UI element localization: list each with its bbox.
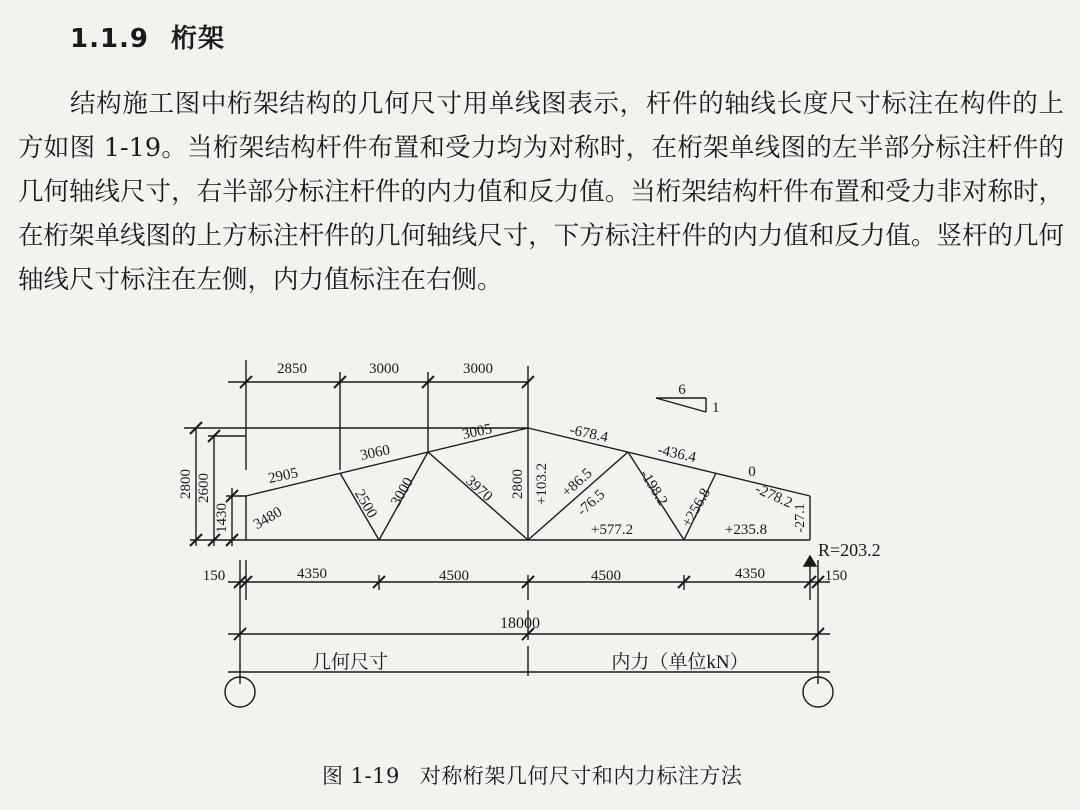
member-force: -678.4 [568,422,610,446]
height-label: 2800 [178,469,194,499]
section-number: 1.1.9 [70,24,150,54]
bottom-dim-label: 4500 [439,568,469,584]
top-dim-label: 3000 [463,361,493,377]
member-force: 0 [748,464,756,480]
force-caption: 内力（单位kN） [611,652,749,673]
geometry-caption: 几何尺寸 [311,652,389,673]
member-force: -76.5 [574,486,609,520]
figure-number: 图 1-19 [322,764,400,788]
member-length: 3060 [358,442,392,465]
member-force: +235.8 [724,522,768,538]
member-force: -198.2 [636,467,671,509]
member-force: +103.2 [534,462,550,506]
member-force: +577.2 [590,522,634,538]
member-length: 3480 [251,504,285,533]
member-force: +256.8 [679,485,715,531]
slope-run: 6 [678,382,686,398]
member-length: 2905 [266,465,300,488]
member-force: +86.5 [559,465,596,501]
bottom-dim-label: 150 [824,568,848,584]
top-dim-label: 3000 [369,361,399,377]
member-force: -27.1 [793,503,808,533]
member-force: -436.4 [656,442,698,466]
member-length: 2500 [351,487,380,521]
member-length: 2800 [510,469,526,499]
bottom-dim-label: 4500 [591,568,621,584]
member-force: -278.2 [752,481,795,512]
figure-caption-text: 对称桁架几何尺寸和内力标注方法 [419,764,743,788]
member-length: 3005 [460,421,494,444]
height-label: 1430 [214,503,230,533]
section-title: 桁架 [171,24,226,54]
bottom-dim-label: 150 [202,568,226,584]
body-paragraph: 结构施工图中桁架结构的几何尺寸用单线图表示，杆件的轴线长度尺寸标注在构件的上方如图 1-19。当桁架结构杆件布置和受力均为对称时，在桁架单线图的左半部分标注杆件的几何轴线尺寸，右半部分标注杆件的内力值和反力值。当桁架结构杆件布置和受力非对称时，在桁架单线图的上方标注杆件的几何轴线尺寸，下方标注杆件的内力值和反力值。竖杆的几何轴线尺寸标注在左侧，内力值标注在右侧。 [18,89,1064,295]
member-length: 3970 [462,473,496,506]
top-dim-label: 2850 [277,361,307,377]
reaction-label: R=203.2 [818,540,881,560]
bottom-dim-label: 4350 [297,566,327,582]
member-length: 3000 [388,475,417,509]
figure-caption [322,760,742,790]
slope-rise: 1 [712,400,720,416]
bottom-dim-label: 4350 [735,566,765,582]
total-span-label: 18000 [500,615,540,632]
height-label: 2600 [196,473,212,503]
